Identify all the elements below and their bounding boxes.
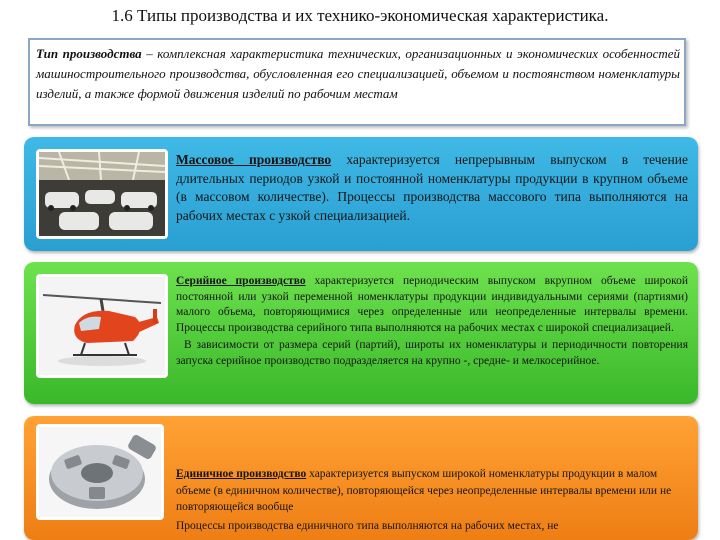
definition-text: – комплексная характеристика технических, организационных и экономических особенностей машиностроительного производства, обусловленная его специализацией, объемом и постоянством номенклатуры изделий, а также формой движения изделий по рабочим местам — [36, 46, 680, 101]
single-production-text — [176, 466, 688, 516]
single-production-term: Единичное производство — [176, 468, 307, 480]
serial-production-desc: характеризуется периодическим выпуском вкрупном объеме широкой постоянной или узкой переменной номенклатуры продукции индивидуальными сериями (партиями) малого объема, повторяющимися через определенные или неопределенные интервалы времени. Процессы производства серийного типа выполняются на рабочих местах с широкой специализацией. — [176, 275, 688, 334]
single-production-desc: характеризуется выпуском широкой номенклатуры продукции в малом объеме (в единичном количестве), повторяющейся через неопределенные интервалы времени или не повторяющейся вообще — [176, 468, 672, 513]
serial-production-text — [176, 274, 688, 370]
page-title: 1.6 Типы производства и их технико-экономическая характеристика. — [111, 6, 609, 25]
definition-term: Тип производства — [36, 46, 142, 61]
helicopter-photo — [36, 274, 168, 378]
mass-production-text — [176, 151, 688, 225]
mass-production-desc: характеризуется непрерывным выпуском в течение длительных периодов узкой и постоянной номенклатуры продукции в крупном объеме (в массовом количестве). Процессы производства массового типа выполняются на рабочих местах с узкой специализацией. — [176, 152, 688, 223]
single-production-para2: Процессы производства единичного типа выполняются на рабочих местах, не — [176, 520, 559, 532]
mass-production-term: Массовое производство — [176, 152, 332, 167]
serial-production-para1 — [176, 274, 688, 336]
single-production-panel — [24, 416, 698, 540]
mass-production-panel — [24, 137, 698, 251]
lathe-chuck-photo — [36, 424, 164, 520]
definition-box — [28, 38, 686, 126]
serial-production-para2: В зависимости от размера серий (партий), широты их номенклатуры и периодичности повторения запуска серийное производство подразделяется на крупно -, средне- и мелкосерийное. — [176, 339, 688, 367]
car-factory-photo — [36, 149, 168, 239]
serial-production-term: Серийное производство — [176, 275, 306, 287]
serial-production-panel — [24, 262, 698, 404]
